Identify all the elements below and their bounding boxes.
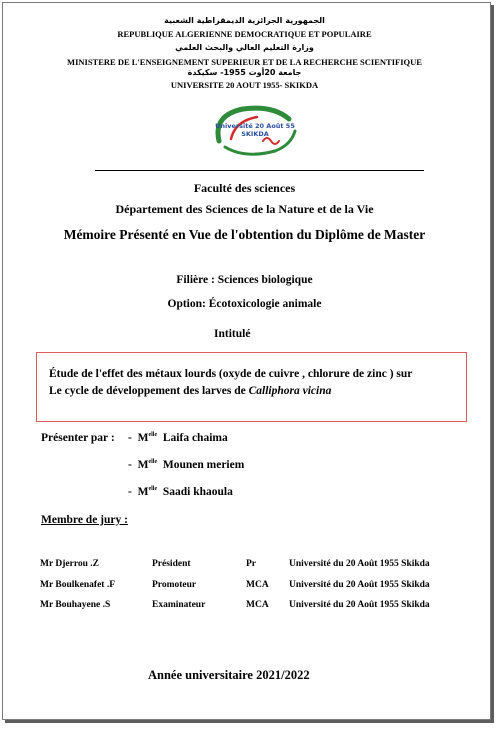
jury-name: Mr Boulkenafet .F: [40, 580, 116, 590]
presenter-name: Mounen meriem: [162, 459, 245, 471]
header-arabic-line-2: وزارة التعليم العالي والبحث العلمي: [175, 43, 314, 52]
presenter-row-3: [128, 486, 233, 498]
jury-grade: Pr: [246, 559, 257, 569]
jury-institution: Université du 20 Août 1955 Skikda: [289, 559, 430, 569]
thesis-title-line-1: Étude de l'effet des métaux lourds (oxyde de cuivre , chlorure de zinc ) sur: [49, 368, 413, 380]
header-arabic-line-1: الجمهورية الجزائرية الديمقراطية الشعبية: [164, 16, 325, 25]
presenter-name: Saadi khaoula: [162, 486, 233, 498]
department: Département des Sciences de la Nature et de la Vie: [115, 202, 374, 216]
jury-name: Mr Bouhayene .S: [40, 600, 111, 610]
header-arabic-line-3: جامعة 20أوت 1955- سكيكدة: [187, 68, 302, 77]
presenter-title-sup: elle: [148, 486, 158, 493]
presenter-title-sup: elle: [148, 432, 158, 439]
jury-grade: MCA: [246, 600, 269, 610]
presenter-dash: -: [128, 459, 132, 471]
presenter-title: M: [137, 432, 149, 444]
jury-role: Examinateur: [152, 600, 206, 610]
header-republic: REPUBLIQUE ALGERIENNE DEMOCRATIQUE ET POPULAIRE: [117, 29, 372, 39]
presenter-title-sup: elle: [148, 459, 158, 466]
jury-row: [0, 559, 489, 573]
presenter-name: Laifa chaima: [162, 432, 228, 444]
presenters-label: Présenter par :: [41, 432, 115, 444]
jury-role: Président: [152, 559, 191, 569]
header-university: UNIVERSITE 20 AOUT 1955- SKIKDA: [170, 80, 319, 90]
presenter-row-1: [128, 432, 228, 444]
jury-grade: MCA: [246, 580, 269, 590]
logo-text-line-1: Université 20 Août 55: [215, 122, 295, 130]
thesis-title-box: [36, 352, 467, 422]
header-divider: [95, 170, 424, 171]
memoire-title: Mémoire Présenté en Vue de l'obtention du Diplôme de Master: [63, 227, 426, 242]
header-ministry: MINISTERE DE L'ENSEIGNEMENT SUPERIEUR ET DE LA RECHERCHE SCIENTIFIQUE: [67, 57, 422, 67]
jury-name: Mr Djerrou .Z: [40, 559, 100, 569]
presenter-dash: -: [128, 432, 132, 444]
jury-label: Membre de jury :: [41, 514, 128, 526]
jury-row: [0, 600, 489, 614]
jury-row: [0, 580, 489, 594]
jury-institution: Université du 20 Août 1955 Skikda: [289, 580, 430, 590]
jury-role: Promoteur: [152, 580, 197, 590]
university-logo: [205, 101, 305, 163]
logo-text-line-2: SKIKDA: [241, 130, 269, 138]
filiere: Filière : Sciences biologique: [176, 274, 313, 286]
thesis-title-species: Calliphora vicina: [248, 385, 332, 397]
faculty: Faculté des sciences: [193, 181, 296, 195]
intitule-label: Intitulé: [214, 328, 251, 340]
academic-year: Année universitaire 2021/2022: [148, 668, 310, 682]
presenter-dash: -: [128, 486, 132, 498]
presenter-title: M: [137, 459, 149, 471]
presenter-title: M: [137, 486, 149, 498]
thesis-title: [49, 366, 412, 400]
presenter-row-2: [128, 459, 244, 471]
jury-institution: Université du 20 Août 1955 Skikda: [289, 600, 430, 610]
thesis-title-line-2: Le cycle de développement des larves de: [49, 385, 249, 397]
option: Option: Écotoxicologie animale: [167, 298, 322, 310]
